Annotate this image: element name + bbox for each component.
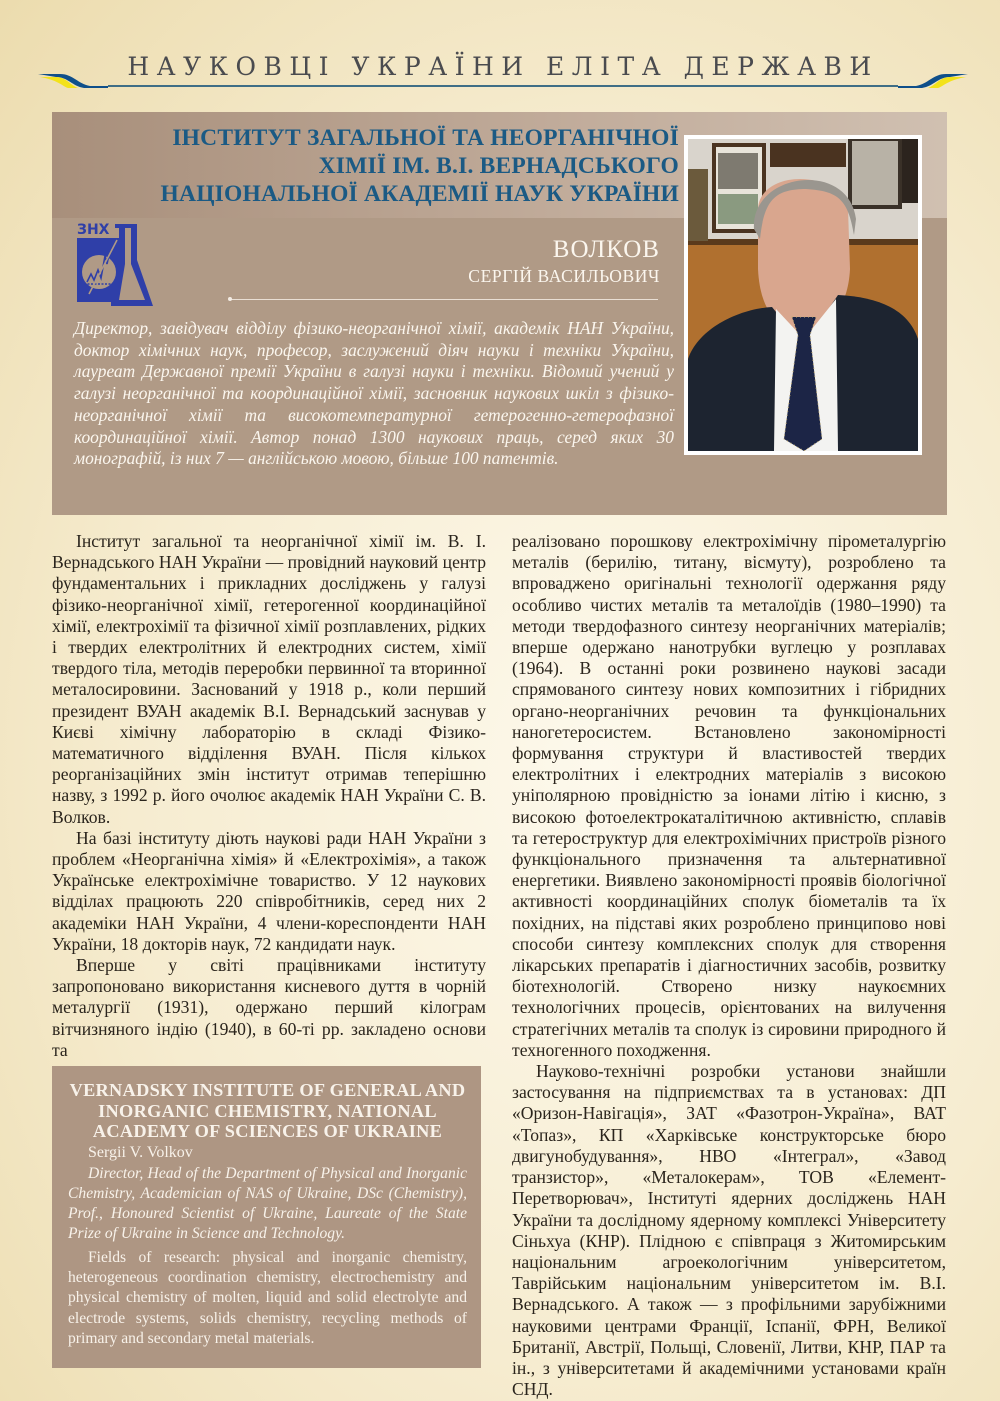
english-person-name: Sergii V. Volkov bbox=[88, 1143, 193, 1161]
name-divider bbox=[230, 299, 658, 300]
page-banner bbox=[38, 52, 968, 88]
ukrainian-flag-ribbon-icon bbox=[898, 74, 968, 88]
article-paragraph: Вперше у світі працівниками інституту запропоновано використання кисневого дуття в чорній металургії (1931), одержано перший кілограм вітчизняного індію (1940), в 60-ті рр. закладено основи та bbox=[52, 955, 486, 1060]
logo-text: ЗНХ bbox=[77, 222, 110, 238]
english-research-fields: Fields of research: physical and inorganic chemistry, heterogeneous coordination chemistry, electrochemistry and physical chemistry of molten, liquid and solid electrolyte and electrode systems, solids chemistry, recycling methods of primary and secondary metal materials. bbox=[68, 1248, 467, 1347]
english-summary-box bbox=[52, 1066, 481, 1368]
portrait-frame bbox=[684, 135, 922, 455]
article-paragraph: На базі інституту діють наукові ради НАН України з проблем «Неорганічна хімія» й «Електрохімія», а також Українське електрохімічне товариство. У 12 наукових відділах працюють 220 співробітників, серед них 2 академіки НАН України, 4 члени-кореспонденти НАН України, 18 докторів наук, 72 кандидати наук. bbox=[52, 827, 486, 954]
institute-logo-icon bbox=[75, 220, 155, 308]
article-right-column bbox=[512, 531, 946, 1400]
article-paragraph: Науково-технічні розробки установи знайшли застосування на підприємствах та в установах: ДП «Оризон-Навігація», ЗАТ «Фазотрон-Україна», ВАТ «Топаз», КП «Харківське конструкторське бюро двигунобудування», НВО «Інтеграл», «Завод транзистор», «Металокерам», ТОВ «Елемент-Перетворювач», Інституті ядерних досліджень НАН України та дослідному ядерному комплексі Університету Сіньхуа (КНР). Плідною є співпраця з Житомирським національним агроекологічним університетом, Таврійським національним університетом ім. В.І. Вернадського. А також — з профільними зарубіжними науковими центрами Франції, Іспанії, ФРН, Великої Британії, Австрії, Польщі, Словенії, Литви, КНР, ПАР та ін., з університетами й академічними установами країн СНД. bbox=[512, 1061, 946, 1400]
english-institute-title: VERNADSKY INSTITUTE OF GENERAL AND INORGANIC CHEMISTRY, NATIONAL ACADEMY OF SCIENCES OF UKRAINE bbox=[69, 1080, 466, 1141]
person-surname: ВОЛКОВ bbox=[552, 236, 660, 263]
person-bio: Директор, завідувач відділу фізико-неорганічної хімії, академік НАН України, доктор хімічних наук, професор, заслужений діяч науки і техніки України, лауреат Державної премії України в галузі науки і техніки. Відомий учений у галузі неорганічної та координаційної хімії, засновник наукових шкіл з фізико-неорганічної хімії та високотемпературної гетерогенно-гетерофазної координаційної хімії. Автор понад 1300 наукових праць, серед яких 30 монографій, із них 7 — англійською мовою, більше 100 патентів. bbox=[74, 318, 674, 469]
article-paragraph: Інститут загальної та неорганічної хімії ім. В. І. Вернадського НАН України — провідний науковий центр фундаментальних і прикладних досліджень у галузі фізико-неорганічної хімії, гетерогенної координаційної хімії, електрохімії та фізичної хімії розплавлених, рідких і твердих електролітних й електродних систем, хімії твердого тіла, методів переробки первинної та вторинної металосировини. Заснований у 1918 р., коли перший президент ВУАН академік В.І. Вернадський заснував у Києві хімічну лабораторію в складі Фізико-математичного відділення ВУАН. Після кількох реорганізаційних змін інститут отримав теперішню назву, з 1992 р. його очолює академік НАН України С. В. Волков. bbox=[52, 531, 486, 827]
english-person-role: Director, Head of the Department of Physical and Inorganic Chemistry, Academician of NAS of Ukraine, DSc (Chemistry), Prof., Honoured Scientist of Ukraine, Laureate of the State Prize of Ukraine in Science and Technology. bbox=[68, 1164, 467, 1243]
institute-title: ІНСТИТУТ ЗАГАЛЬНОЇ ТА НЕОРГАНІЧНОЇ ХІМІЇ ІМ. В.І. ВЕРНАДСЬКОГО НАЦІОНАЛЬНОЇ АКАДЕМІЇ НАУК УКРАЇНИ bbox=[160, 125, 679, 207]
article-paragraph: реалізовано порошкову електрохімічну пірометалургію металів (берилію, титану, вісмуту), розроблено та впроваджено оригінальні технології одержання ряду особливо чистих металів та металоїдів (1980–1990) та методи твердофазного синтезу неорганічних матеріалів; вперше одержано нанотрубки вуглецю у розплавах (1964). В останні роки розвинено наукові засади спрямованого синтезу нових композитних і гібридних органо-неорганічних речовин та функціональних наногетеросистем. Встановлено закономірності формування структури й властивостей твердих електролітних і електродних матеріалів з високою уніполярною провідністю за іонами літію і кисню, з високою фотоелектрокаталітичною активністю, сплавів та гетероструктур для електрохімічних пристроїв різного функціонального призначення та альтернативної енергетики. Виявлено закономірності проявів біологічної активності координаційних сполук біометалів та їх похідних, на підставі яких розроблено принципово нові способи синтезу комплексних сполук для створення лікарських препаратів і діагностичних засобів, розвитку біотехнологій. Створено низку наукоємних технологічних процесів, орієнтованих на вилучення стратегічних металів та сполук із сировини природного й техногенного походження. bbox=[512, 531, 946, 1060]
person-given-names: СЕРГІЙ ВАСИЛЬОВИЧ bbox=[468, 266, 660, 286]
banner-divider bbox=[108, 85, 898, 87]
portrait-photo bbox=[688, 139, 918, 451]
article-left-column bbox=[52, 531, 486, 1061]
series-title: НАУКОВЦІ УКРАЇНИ ЕЛІТА ДЕРЖАВИ bbox=[127, 52, 879, 81]
profile-header bbox=[52, 112, 947, 515]
ukrainian-flag-ribbon-icon bbox=[38, 74, 108, 88]
